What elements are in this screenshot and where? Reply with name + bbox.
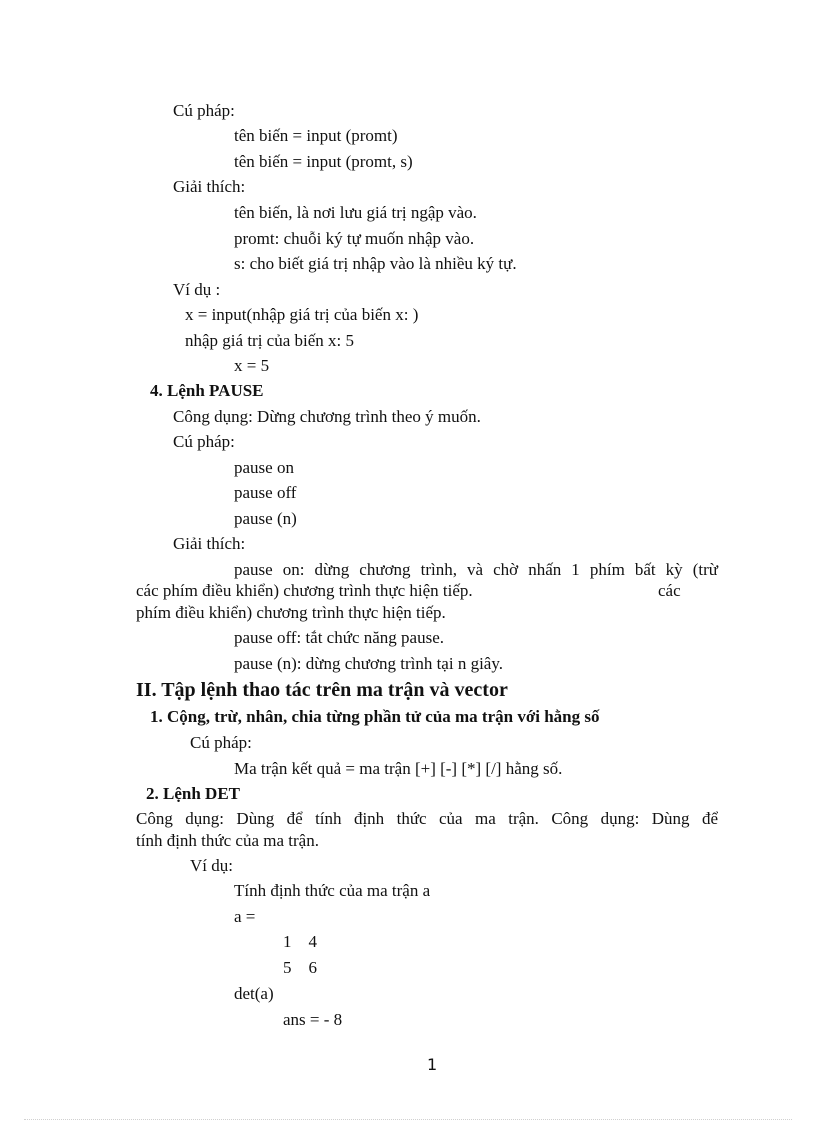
text-line: Công dụng: Dùng để tính định thức của ma trận. Công dụng: Dùng để: [136, 809, 718, 828]
text-line: pause off: tắt chức năng pause.: [234, 628, 444, 647]
text-line: promt: chuỗi ký tự muốn nhập vào.: [234, 229, 475, 248]
code-line: pause off: [234, 483, 297, 502]
code-line: pause on: [234, 458, 294, 477]
text-line: tên biến, là nơi lưu giá trị ngập vào.: [234, 203, 477, 222]
code-line: tên biến = input (promt, s): [234, 152, 413, 171]
text-line: Tính định thức của ma trận a: [234, 881, 431, 900]
syntax-label: Cú pháp:: [190, 733, 252, 752]
code-line: pause (n): [234, 509, 297, 528]
text-line: phím điều khiển) chương trình thực hiện tiếp.: [136, 603, 446, 622]
chapter-heading: II. Tập lệnh thao tác trên ma trận và vector: [136, 679, 508, 701]
code-line: nhập giá trị của biến x: 5: [185, 331, 355, 350]
code-line: det(a): [234, 984, 274, 1003]
text-line: s: cho biết giá trị nhập vào là nhiều ký tự.: [234, 254, 517, 273]
text-line: Công dụng: Dừng chương trình theo ý muốn.: [173, 407, 481, 426]
section-heading: 2. Lệnh DET: [146, 784, 240, 803]
code-line: Ma trận kết quả = ma trận [+] [-] [*] [/] hằng số.: [234, 759, 563, 778]
section-heading: 1. Cộng, trừ, nhân, chia từng phần tử của ma trận với hằng số: [150, 707, 600, 726]
text-line: pause (n): dừng chương trình tại n giây.: [234, 654, 503, 673]
text-line: các phím điều khiển) chương trình thực hiện tiếp.: [136, 581, 473, 600]
example-label: Ví dụ:: [190, 856, 233, 875]
section-heading: 4. Lệnh PAUSE: [150, 381, 264, 400]
explanation-label: Giải thích:: [173, 177, 246, 196]
page-number: 1: [427, 1055, 438, 1074]
example-label: Ví dụ :: [173, 280, 221, 299]
code-line: tên biến = input (promt): [234, 126, 398, 145]
syntax-label: Cú pháp:: [173, 101, 235, 120]
text-line: tính định thức của ma trận.: [136, 831, 319, 850]
text-line: các: [658, 581, 681, 600]
matrix-row: 1 4: [283, 932, 317, 951]
code-line: ans = - 8: [283, 1010, 343, 1029]
syntax-label: Cú pháp:: [173, 432, 235, 451]
explanation-label: Giải thích:: [173, 534, 246, 553]
code-line: a =: [234, 907, 256, 926]
code-line: x = 5: [234, 356, 270, 375]
matrix-row: 5 6: [283, 958, 317, 977]
text-line: pause on: dừng chương trình, và chờ nhấn 1 phím bất kỳ (trừ: [234, 560, 718, 579]
code-line: x = input(nhập giá trị của biến x: ): [185, 305, 419, 324]
page-bottom-divider: [24, 1119, 792, 1120]
